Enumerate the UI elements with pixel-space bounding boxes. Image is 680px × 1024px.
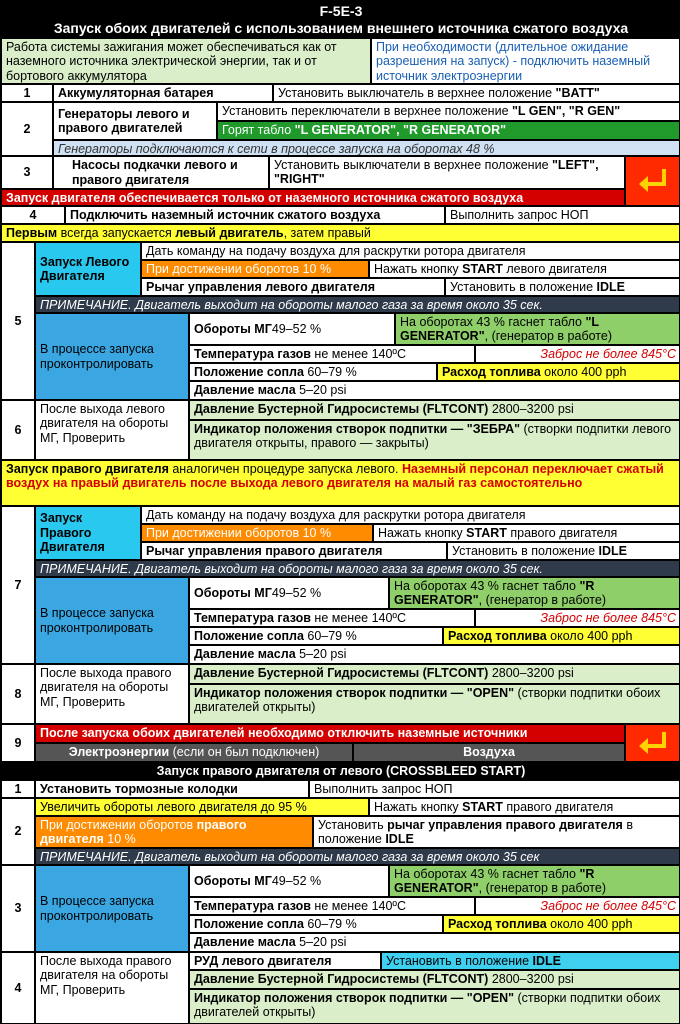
rpm-condition: При достижении оборотов 10 %: [141, 260, 369, 278]
oil-check: Давление масла 5–20 psi: [189, 381, 680, 400]
intro-left: Работа системы зажигания может обеспечиваться как от наземного источника электрической энергии, так и от бортового аккумулятора: [1, 38, 371, 84]
start-label: Запуск Правого Двигателя: [35, 506, 141, 560]
temp-check: Температура газов не менее 140ºC: [189, 609, 475, 627]
step-label: После выхода левого двигателя на обороты МГ, Проверить: [35, 400, 189, 460]
return-arrow-icon: [625, 156, 680, 206]
rpm-check: Обороты МГ 49–52 %: [189, 577, 389, 609]
step-note: ПРИМЕЧАНИЕ. Двигатель выходит на обороты малого газа за время около 35 сек: [35, 848, 680, 865]
valve-check: Индикатор положения створок подпитки — "OPEN" (створки подпитки обоих двигателей открыты): [189, 684, 680, 724]
monitor-label: В процессе запуска проконтролировать: [35, 865, 189, 952]
step-action: Установить выключатели в верхнее положение "LEFT", "RIGHT": [269, 156, 625, 189]
step-number: 3: [1, 156, 53, 189]
step-number: 1: [1, 84, 53, 102]
hydraulic-check: Давление Бустерной Гидросистемы (FLTCONT) 2800–3200 psi: [189, 664, 680, 684]
step-action: Нажать кнопку START левого двигателя: [369, 260, 680, 278]
rpm-check: Обороты МГ 49–52 %: [189, 865, 389, 897]
step-number: 7: [1, 506, 35, 664]
rpm-condition: При достижении оборотов правого двигателя 10 %: [35, 816, 313, 848]
sequence-note: Первым всегда запускается левый двигатель, затем правый: [1, 224, 680, 242]
monitor-label: В процессе запуска проконтролировать: [35, 313, 189, 400]
step-note: Генераторы подключаются к сети в процессе запуска на оборотах 48 %: [53, 140, 680, 156]
fuel-check: Расход топлива около 400 pph: [437, 363, 680, 381]
nozzle-check: Положение сопла 60–79 %: [189, 915, 443, 933]
step-number: 4: [1, 952, 35, 1024]
lever-label: Рычаг управления левого двигателя: [141, 278, 445, 296]
generator-check: На оборотах 43 % гаснет табло "L GENERATOR", (генератор в работе): [395, 313, 680, 345]
temp-limit: Заброс не более 845°C: [475, 897, 680, 915]
oil-check: Давление масла 5–20 psi: [189, 645, 680, 664]
disconnect-air: Воздуха: [353, 743, 625, 762]
section-title: Запуск правого двигателя от левого (CROSSBLEED START): [1, 762, 680, 780]
step-number: 1: [1, 780, 35, 798]
step-action: Дать команду на подачу воздуха для раскрутки ротора двигателя: [141, 242, 680, 260]
warning-banner: После запуска обоих двигателей необходимо отключить наземные источники: [35, 724, 625, 743]
oil-check: Давление масла 5–20 psi: [189, 933, 680, 952]
temp-limit: Заброс не более 845°C: [475, 609, 680, 627]
step-label: Насосы подкачки левого и правого двигателя: [53, 156, 269, 189]
lever-label: Рычаг управления правого двигателя: [141, 542, 447, 560]
step-action: Выполнить запрос НОП: [309, 780, 680, 798]
step-label: После выхода правого двигателя на обороты МГ, Проверить: [35, 952, 189, 1024]
step-action: Установить в положение IDLE: [445, 278, 680, 296]
step-action: Установить в положение IDLE: [447, 542, 680, 560]
right-engine-note: Запуск правого двигателя аналогичен процедуре запуска левого. Наземный персонал переключает сжатый воздух на правый двигатель после выхода левого двигателя на малый газ самостоятельно: [1, 460, 680, 506]
monitor-label: В процессе запуска проконтролировать: [35, 577, 189, 664]
hydraulic-check: Давление Бустерной Гидросистемы (FLTCONT) 2800–3200 psi: [189, 970, 680, 989]
step-action: Установить в положение IDLE: [381, 952, 680, 970]
rpm-condition: При достижении оборотов 10 %: [141, 524, 373, 542]
step-action: Нажать кнопку START правого двигателя: [369, 798, 680, 816]
temp-limit: Заброс не более 845°C: [475, 345, 680, 363]
step-action: Дать команду на подачу воздуха для раскрутки ротора двигателя: [141, 506, 680, 524]
step-action: Нажать кнопку START правого двигателя: [373, 524, 680, 542]
temp-check: Температура газов не менее 140ºC: [189, 345, 475, 363]
valve-check: Индикатор положения створок подпитки — "OPEN" (створки подпитки обоих двигателей открыты): [189, 989, 680, 1024]
temp-check: Температура газов не менее 140ºC: [189, 897, 475, 915]
step-number: 5: [1, 242, 35, 400]
step-number: 9: [1, 724, 35, 762]
step-note: ПРИМЕЧАНИЕ. Двигатель выходит на обороты малого газа за время около 35 сек.: [35, 296, 680, 313]
fuel-check: Расход топлива около 400 pph: [443, 627, 680, 645]
doc-title: Запуск обоих двигателей с использованием внешнего источника сжатого воздуха: [1, 18, 680, 38]
intro-right: При необходимости (длительное ожидание разрешения на запуск) - подключить наземный источник электроэнергии: [371, 38, 680, 84]
step-action: Установить переключатели в верхнее положение "L GEN", "R GEN": [217, 102, 680, 121]
doc-code: F-5E-3: [1, 1, 680, 18]
fuel-check: Расход топлива около 400 pph: [443, 915, 680, 933]
step-action: Выполнить запрос НОП: [445, 206, 680, 224]
nozzle-check: Положение сопла 60–79 %: [189, 363, 437, 381]
hydraulic-check: Давление Бустерной Гидросистемы (FLTCONT) 2800–3200 psi: [189, 400, 680, 420]
warning-banner: Запуск двигателя обеспечивается только от наземного источника сжатого воздуха: [1, 189, 625, 206]
step-action: Установить выключатель в верхнее положение "BATT": [273, 84, 680, 102]
lever-label: РУД левого двигателя: [189, 952, 381, 970]
rpm-check: Обороты МГ 49–52 %: [189, 313, 395, 345]
start-label: Запуск Левого Двигателя: [35, 242, 141, 296]
step-note: ПРИМЕЧАНИЕ. Двигатель выходит на обороты малого газа за время около 35 сек.: [35, 560, 680, 577]
step-label: Подключить наземный источник сжатого воздуха: [65, 206, 445, 224]
step-number: 8: [1, 664, 35, 724]
disconnect-electric: Электроэнергии (если он был подключен): [35, 743, 353, 762]
step-number: 4: [1, 206, 65, 224]
step-number: 2: [1, 798, 35, 865]
generator-check: На оборотах 43 % гаснет табло "R GENERATOR", (генератор в работе): [389, 577, 680, 609]
step-label: Генераторы левого и правого двигателей: [53, 102, 217, 140]
valve-check: Индикатор положения створок подпитки — "ЗЕБРА" (створки подпитки левого двигателя открыты, правого — закрыты): [189, 420, 680, 460]
step-action: Установить рычаг управления правого двигателя в положение IDLE: [313, 816, 680, 848]
step-number: 6: [1, 400, 35, 460]
lamp-status: Горят табло "L GENERATOR", "R GENERATOR": [217, 121, 680, 140]
step-number: 2: [1, 102, 53, 156]
step-label: После выхода правого двигателя на обороты МГ, Проверить: [35, 664, 189, 724]
generator-check: На оборотах 43 % гаснет табло "R GENERATOR", (генератор в работе): [389, 865, 680, 897]
step-number: 3: [1, 865, 35, 952]
step-action: Увеличить обороты левого двигателя до 95 %: [35, 798, 369, 816]
return-arrow-icon: [625, 724, 680, 762]
step-label: Аккумуляторная батарея: [53, 84, 273, 102]
nozzle-check: Положение сопла 60–79 %: [189, 627, 443, 645]
step-label: Установить тормозные колодки: [35, 780, 309, 798]
